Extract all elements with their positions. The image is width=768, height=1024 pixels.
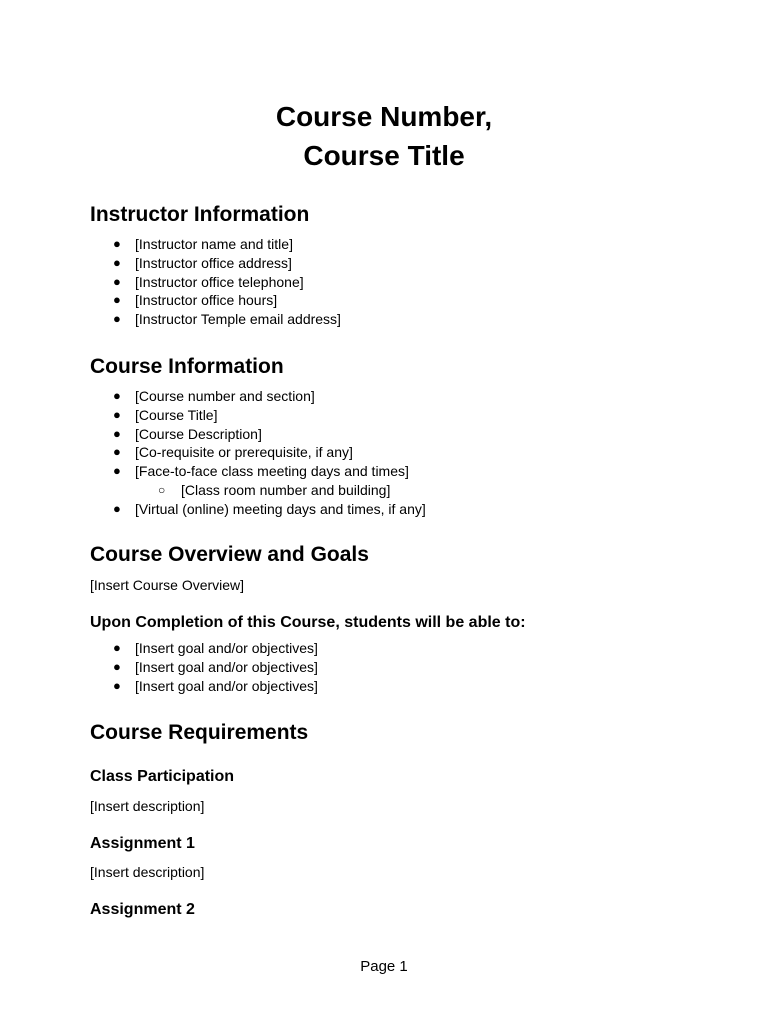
course-overview-text: [Insert Course Overview] — [90, 577, 245, 593]
list-item-text: [Course number and section] — [135, 388, 315, 404]
list-item-text: [Virtual (online) meeting days and times, if any] — [135, 500, 426, 517]
bullet-icon: ● — [113, 463, 121, 478]
page-number-footer: Page 1 — [360, 958, 408, 975]
list-item-text: [Insert goal and/or objectives] — [135, 640, 318, 656]
bullet-icon: ● — [113, 500, 121, 516]
course-goals-subheading: Upon Completion of this Course, students will be able to: — [90, 614, 526, 631]
bullet-icon: ● — [113, 640, 121, 655]
list-item-text: [Co-requisite or prerequisite, if any] — [135, 444, 353, 461]
bullet-icon: ● — [113, 388, 121, 403]
list-item-text: [Instructor Temple email address] — [135, 311, 341, 327]
bullet-icon: ● — [113, 236, 121, 251]
course-requirements-heading: Course Requirements — [90, 721, 309, 744]
list-item-text: [Instructor office address] — [135, 254, 292, 271]
bullet-icon: ● — [113, 273, 121, 289]
assignment-1-text: [Insert description] — [90, 864, 205, 880]
document-title-line-1: Course Number, — [275, 101, 493, 132]
bullet-icon: ● — [113, 254, 121, 270]
assignment-2-heading: Assignment 2 — [90, 901, 195, 918]
assignment-1-heading: Assignment 1 — [90, 835, 195, 852]
list-item-text: [Insert goal and/or objectives] — [135, 658, 318, 675]
bullet-icon: ● — [113, 658, 121, 674]
list-item-text: [Instructor office hours] — [135, 292, 278, 309]
list-item-text: [Face-to-face class meeting days and times] — [135, 463, 409, 479]
course-information-heading: Course Information — [90, 355, 284, 378]
document-title-line-2: Course Title — [303, 140, 465, 171]
list-item-text: [Instructor name and title] — [135, 236, 293, 252]
list-item-text: [Course Description] — [135, 425, 262, 442]
list-item-text: [Instructor office telephone] — [135, 273, 304, 290]
list-item-text: [Course Title] — [135, 406, 218, 423]
bullet-icon: ● — [113, 444, 121, 460]
hollow-bullet-icon: ○ — [158, 482, 166, 497]
bullet-icon: ● — [113, 677, 121, 693]
class-participation-text: [Insert description] — [90, 798, 205, 814]
bullet-icon: ● — [113, 292, 121, 308]
instructor-information-heading: Instructor Information — [90, 203, 310, 226]
bullet-icon: ● — [113, 311, 121, 326]
class-participation-heading: Class Participation — [90, 768, 235, 785]
bullet-icon: ● — [113, 425, 121, 441]
list-item-text: [Insert goal and/or objectives] — [135, 677, 318, 694]
bullet-icon: ● — [113, 406, 121, 422]
list-item-text: [Class room number and building] — [181, 481, 391, 498]
course-overview-heading: Course Overview and Goals — [90, 543, 369, 566]
